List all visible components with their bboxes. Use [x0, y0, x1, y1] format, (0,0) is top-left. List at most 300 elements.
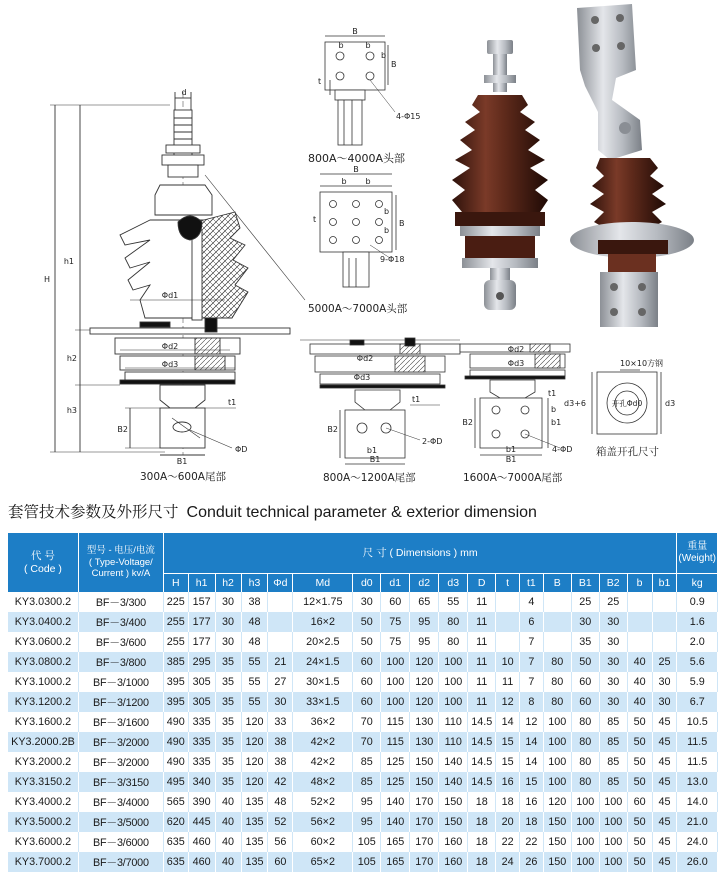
table-cell: 75: [381, 612, 410, 632]
cell-code: KY3.5000.2: [8, 812, 78, 832]
column-header: B1: [571, 574, 599, 593]
table-cell: 100: [381, 672, 410, 692]
table-cell: 5.9: [677, 672, 718, 692]
table-row: [8, 592, 718, 612]
table-cell: 38: [268, 732, 293, 752]
table-row: [8, 812, 718, 832]
table-row: [8, 772, 718, 792]
table-cell: 120: [410, 652, 439, 672]
table-cell: 340: [188, 772, 215, 792]
table-cell: 35: [215, 772, 241, 792]
svg-text:b: b: [341, 177, 347, 186]
cell-code: KY3.2000.2: [8, 752, 78, 772]
table-cell: 395: [163, 692, 188, 712]
table-cell: 295: [188, 652, 215, 672]
table-cell: 40: [215, 832, 241, 852]
svg-text:4-ΦD: 4-ΦD: [552, 445, 573, 454]
table-cell: 55: [241, 652, 268, 672]
table-cell: 24.0: [677, 832, 718, 852]
dim-t1: t1: [228, 398, 237, 407]
dim-B2: B2: [117, 425, 128, 434]
table-cell: 50: [571, 652, 599, 672]
table-cell: 35: [215, 732, 241, 752]
column-header: d2: [410, 574, 439, 593]
table-cell: 135: [241, 812, 268, 832]
column-header: B: [543, 574, 571, 593]
table-cell: 80: [571, 712, 599, 732]
table-cell: 115: [381, 732, 410, 752]
table-cell: 85: [599, 772, 627, 792]
table-cell: 130: [410, 732, 439, 752]
header-code: 代 号 ( Code ): [8, 533, 78, 592]
caption-hole: 箱盖开孔尺寸: [596, 446, 659, 458]
svg-text:d3: d3: [665, 399, 676, 408]
table-cell: 45: [652, 852, 677, 872]
table-cell: 177: [188, 612, 215, 632]
column-header: t: [496, 574, 520, 593]
table-cell: 12: [520, 712, 544, 732]
table-cell: 150: [439, 812, 468, 832]
cell-code: KY3.0600.2: [8, 632, 78, 652]
table-cell: 105: [353, 852, 381, 872]
table-cell: 635: [163, 852, 188, 872]
table-cell: 115: [381, 712, 410, 732]
table-cell: 60: [381, 592, 410, 612]
header-weight: 重量 (Weight): [677, 533, 718, 574]
table-cell: 15: [496, 752, 520, 772]
table-cell: 30: [599, 612, 627, 632]
table-cell: 75: [381, 632, 410, 652]
table-cell: 85: [599, 752, 627, 772]
table-cell: [652, 632, 677, 652]
table-cell: 30: [652, 672, 677, 692]
table-row: [8, 652, 718, 672]
svg-text:b1: b1: [505, 445, 517, 454]
table-cell: 120: [241, 712, 268, 732]
table-cell: 35: [215, 672, 241, 692]
table-cell: 85: [599, 712, 627, 732]
table-cell: 4: [520, 592, 544, 612]
table-cell: 140: [439, 772, 468, 792]
table-cell: 50: [627, 772, 652, 792]
table-cell: 30: [599, 632, 627, 652]
svg-text:b: b: [338, 41, 344, 50]
cell-code: KY3.1600.2: [8, 712, 78, 732]
heading-zh: 套管技术参数及外形尺寸: [8, 503, 179, 521]
table-cell: 620: [163, 812, 188, 832]
table-cell: 95: [353, 812, 381, 832]
svg-text:B: B: [391, 60, 397, 69]
svg-text:t1: t1: [412, 395, 421, 404]
svg-text:Φd2: Φd2: [356, 354, 374, 363]
table-cell: 35: [215, 692, 241, 712]
table-cell: 80: [439, 632, 468, 652]
table-cell: 125: [381, 752, 410, 772]
dim-h1: h1: [63, 257, 74, 266]
table-cell: 1.6: [677, 612, 718, 632]
cell-type: BF－3/1600: [78, 712, 163, 732]
table-cell: 100: [381, 692, 410, 712]
dim-d: d: [181, 88, 187, 97]
table-cell: 100: [439, 692, 468, 712]
cell-type: BF－3/300: [78, 592, 163, 612]
table-cell: 33×1.5: [293, 692, 353, 712]
table-cell: 105: [353, 832, 381, 852]
svg-text:b: b: [381, 51, 387, 60]
table-cell: 120: [241, 732, 268, 752]
table-cell: [543, 632, 571, 652]
table-cell: 140: [381, 792, 410, 812]
svg-text:t1: t1: [548, 389, 557, 398]
table-cell: [652, 612, 677, 632]
table-cell: 120: [241, 772, 268, 792]
cell-type: BF－3/1000: [78, 672, 163, 692]
table-cell: 150: [543, 832, 571, 852]
table-row: [8, 852, 718, 872]
table-cell: 60: [571, 672, 599, 692]
dim-h2: h2: [66, 354, 77, 363]
table-cell: 140: [439, 752, 468, 772]
cell-code: KY3.0400.2: [8, 612, 78, 632]
svg-text:b: b: [384, 226, 390, 235]
table-cell: 18: [520, 812, 544, 832]
table-row: [8, 692, 718, 712]
table-cell: 150: [410, 752, 439, 772]
table-cell: 160: [439, 832, 468, 852]
table-cell: 55: [241, 672, 268, 692]
svg-text:B2: B2: [462, 418, 473, 427]
table-cell: 45: [652, 732, 677, 752]
svg-text:开孔Φd0: 开孔Φd0: [611, 399, 643, 408]
table-cell: 85: [599, 732, 627, 752]
table-cell: 35: [215, 712, 241, 732]
svg-text:2-ΦD: 2-ΦD: [422, 437, 443, 446]
column-header: d0: [353, 574, 381, 593]
table-cell: 80: [543, 652, 571, 672]
table-cell: 95: [410, 632, 439, 652]
caption-tail-800: 800A～1200A尾部: [323, 472, 416, 484]
cell-type: BF－3/2000: [78, 732, 163, 752]
table-cell: 14.5: [468, 772, 496, 792]
cell-code: KY3.1000.2: [8, 672, 78, 692]
table-cell: 100: [543, 732, 571, 752]
table-cell: 21: [268, 652, 293, 672]
cell-type: BF－3/600: [78, 632, 163, 652]
table-row: [8, 712, 718, 732]
table-cell: [496, 592, 520, 612]
cell-code: KY3.4000.2: [8, 792, 78, 812]
table-cell: 120: [410, 692, 439, 712]
cell-code: KY3.0300.2: [8, 592, 78, 612]
svg-text:B: B: [352, 27, 358, 36]
table-cell: 50: [627, 812, 652, 832]
dim-phiD: ΦD: [235, 445, 248, 454]
column-header: b: [627, 574, 652, 593]
table-cell: 11.5: [677, 752, 718, 772]
table-cell: 42×2: [293, 732, 353, 752]
table-cell: 30: [599, 672, 627, 692]
table-cell: 95: [353, 792, 381, 812]
table-cell: 490: [163, 752, 188, 772]
caption-tail-1600: 1600A～7000A尾部: [463, 472, 563, 484]
table-cell: 30: [599, 652, 627, 672]
table-cell: 5.6: [677, 652, 718, 672]
table-cell: 150: [410, 772, 439, 792]
dim-phi-d1: Φd1: [161, 291, 179, 300]
table-cell: 14.5: [468, 752, 496, 772]
table-cell: 255: [163, 632, 188, 652]
table-cell: 52×2: [293, 792, 353, 812]
table-cell: 335: [188, 712, 215, 732]
table-cell: 70: [353, 712, 381, 732]
table-cell: 40: [215, 812, 241, 832]
table-cell: 50: [353, 632, 381, 652]
dim-H: H: [43, 275, 50, 284]
table-cell: 120: [410, 672, 439, 692]
cell-type: BF－3/7000: [78, 852, 163, 872]
table-cell: 6: [520, 612, 544, 632]
table-cell: 95: [410, 612, 439, 632]
table-cell: 225: [163, 592, 188, 612]
svg-text:9-Φ18: 9-Φ18: [380, 255, 405, 264]
table-cell: 490: [163, 712, 188, 732]
cell-code: KY3.3150.2: [8, 772, 78, 792]
table-row: [8, 612, 718, 632]
table-cell: 11: [468, 692, 496, 712]
table-cell: 11: [468, 592, 496, 612]
svg-text:4-Φ15: 4-Φ15: [396, 112, 421, 121]
table-cell: 45: [652, 712, 677, 732]
column-header: d3: [439, 574, 468, 593]
table-cell: 100: [381, 652, 410, 672]
table-cell: 22: [520, 832, 544, 852]
table-cell: 48: [241, 632, 268, 652]
svg-text:b: b: [365, 177, 371, 186]
header-dimensions: 尺 寸 ( Dimensions ) mm: [163, 533, 677, 574]
table-cell: 60: [571, 692, 599, 712]
table-cell: 80: [571, 772, 599, 792]
svg-text:B1: B1: [505, 455, 517, 464]
table-cell: 18: [496, 792, 520, 812]
table-cell: 385: [163, 652, 188, 672]
table-cell: 80: [571, 752, 599, 772]
table-cell: 30: [599, 692, 627, 712]
table-cell: 14: [520, 732, 544, 752]
table-cell: 85: [353, 752, 381, 772]
svg-text:B: B: [399, 219, 405, 228]
table-cell: 130: [410, 712, 439, 732]
table-cell: 170: [410, 812, 439, 832]
table-cell: 10.5: [677, 712, 718, 732]
table-cell: 25: [652, 652, 677, 672]
svg-text:t: t: [318, 77, 322, 86]
table-row: [8, 732, 718, 752]
column-header: B2: [599, 574, 627, 593]
svg-text:b: b: [365, 41, 371, 50]
table-cell: 100: [571, 792, 599, 812]
table-cell: 15: [496, 732, 520, 752]
table-cell: 14: [520, 752, 544, 772]
table-cell: 65: [410, 592, 439, 612]
table-cell: 18: [468, 852, 496, 872]
table-cell: 52: [268, 812, 293, 832]
table-cell: 565: [163, 792, 188, 812]
caption-head-5000: 5000A～7000A头部: [308, 303, 408, 315]
svg-text:B: B: [353, 165, 359, 174]
table-cell: 120: [241, 752, 268, 772]
table-cell: 11: [468, 612, 496, 632]
table-cell: 11.5: [677, 732, 718, 752]
table-cell: 45: [652, 752, 677, 772]
table-cell: 157: [188, 592, 215, 612]
table-cell: 100: [599, 832, 627, 852]
table-cell: 40: [215, 852, 241, 872]
table-cell: 7: [520, 672, 544, 692]
table-cell: 70: [353, 732, 381, 752]
table-cell: [268, 612, 293, 632]
table-cell: 14.5: [468, 732, 496, 752]
svg-text:b: b: [384, 207, 390, 216]
column-header: Φd: [268, 574, 293, 593]
svg-text:Φd3: Φd3: [353, 373, 371, 382]
bushing-photo-2: [570, 4, 694, 327]
svg-text:d3+6: d3+6: [564, 399, 586, 408]
table-cell: 100: [543, 712, 571, 732]
table-cell: 14: [496, 712, 520, 732]
table-cell: 60×2: [293, 832, 353, 852]
table-cell: 80: [439, 612, 468, 632]
table-cell: 50: [627, 752, 652, 772]
table-cell: [627, 632, 652, 652]
table-cell: 85: [353, 772, 381, 792]
table-cell: 445: [188, 812, 215, 832]
table-cell: 11: [496, 672, 520, 692]
table-cell: 25: [599, 592, 627, 612]
table-cell: 30: [652, 692, 677, 712]
table-cell: 335: [188, 752, 215, 772]
table-cell: 170: [410, 852, 439, 872]
cell-type: BF－3/2000: [78, 752, 163, 772]
table-cell: 80: [571, 732, 599, 752]
table-row: [8, 752, 718, 772]
table-cell: 177: [188, 632, 215, 652]
table-cell: 165: [381, 832, 410, 852]
cell-type: BF－3/1200: [78, 692, 163, 712]
table-cell: 18: [468, 832, 496, 852]
section-heading: [8, 500, 537, 522]
table-cell: 30: [268, 692, 293, 712]
table-cell: 16×2: [293, 612, 353, 632]
table-cell: 8: [520, 692, 544, 712]
table-cell: 45: [652, 772, 677, 792]
table-cell: 21.0: [677, 812, 718, 832]
svg-text:B2: B2: [327, 425, 338, 434]
table-cell: 305: [188, 672, 215, 692]
column-header: Md: [293, 574, 353, 593]
table-cell: 100: [599, 792, 627, 812]
spec-table: [8, 533, 718, 872]
table-cell: 110: [439, 732, 468, 752]
table-cell: 42: [268, 772, 293, 792]
column-header: b1: [652, 574, 677, 593]
table-cell: 20×2.5: [293, 632, 353, 652]
svg-text:10×10方钢: 10×10方钢: [620, 359, 664, 368]
table-cell: 35: [571, 632, 599, 652]
table-cell: 490: [163, 732, 188, 752]
dim-h3: h3: [66, 406, 77, 415]
table-cell: 45: [652, 832, 677, 852]
table-cell: 40: [215, 792, 241, 812]
dim-B1: B1: [176, 457, 188, 466]
table-cell: 50: [627, 712, 652, 732]
cell-type: BF－3/3150: [78, 772, 163, 792]
column-header: h1: [188, 574, 215, 593]
table-cell: 135: [241, 832, 268, 852]
column-header: h3: [241, 574, 268, 593]
table-cell: [627, 612, 652, 632]
table-cell: 100: [571, 852, 599, 872]
table-cell: 35: [215, 752, 241, 772]
table-cell: 48: [241, 612, 268, 632]
table-cell: [543, 592, 571, 612]
table-cell: 18: [468, 812, 496, 832]
svg-text:b: b: [551, 405, 557, 414]
table-cell: 100: [599, 812, 627, 832]
table-cell: [496, 632, 520, 652]
table-cell: 100: [439, 652, 468, 672]
table-cell: 170: [410, 792, 439, 812]
table-cell: 100: [571, 832, 599, 852]
cell-code: KY3.0800.2: [8, 652, 78, 672]
table-cell: 460: [188, 852, 215, 872]
cell-type: BF－3/5000: [78, 812, 163, 832]
table-cell: 60: [353, 692, 381, 712]
table-cell: 7: [520, 632, 544, 652]
svg-text:B1: B1: [369, 455, 381, 464]
table-cell: 50: [627, 732, 652, 752]
cell-type: BF－3/4000: [78, 792, 163, 812]
table-cell: 40: [627, 652, 652, 672]
table-cell: 12: [496, 692, 520, 712]
table-cell: 160: [439, 852, 468, 872]
table-cell: 100: [543, 772, 571, 792]
table-cell: [268, 592, 293, 612]
svg-text:b1: b1: [366, 446, 378, 455]
table-cell: 38: [241, 592, 268, 612]
column-header: D: [468, 574, 496, 593]
table-cell: 255: [163, 612, 188, 632]
table-cell: 30: [215, 632, 241, 652]
table-cell: 11: [468, 632, 496, 652]
table-cell: 135: [241, 852, 268, 872]
table-cell: 395: [163, 672, 188, 692]
table-cell: [652, 592, 677, 612]
table-cell: 635: [163, 832, 188, 852]
table-cell: 0.9: [677, 592, 718, 612]
table-cell: 55: [439, 592, 468, 612]
caption-main: 300A～600A尾部: [140, 471, 226, 483]
table-cell: 80: [543, 672, 571, 692]
table-cell: 165: [381, 852, 410, 872]
table-cell: 18: [468, 792, 496, 812]
table-cell: 40: [627, 672, 652, 692]
table-row: [8, 672, 718, 692]
table-cell: 2.0: [677, 632, 718, 652]
table-cell: 170: [410, 832, 439, 852]
table-cell: 60: [268, 852, 293, 872]
column-header: d1: [381, 574, 410, 593]
table-cell: 50: [627, 852, 652, 872]
